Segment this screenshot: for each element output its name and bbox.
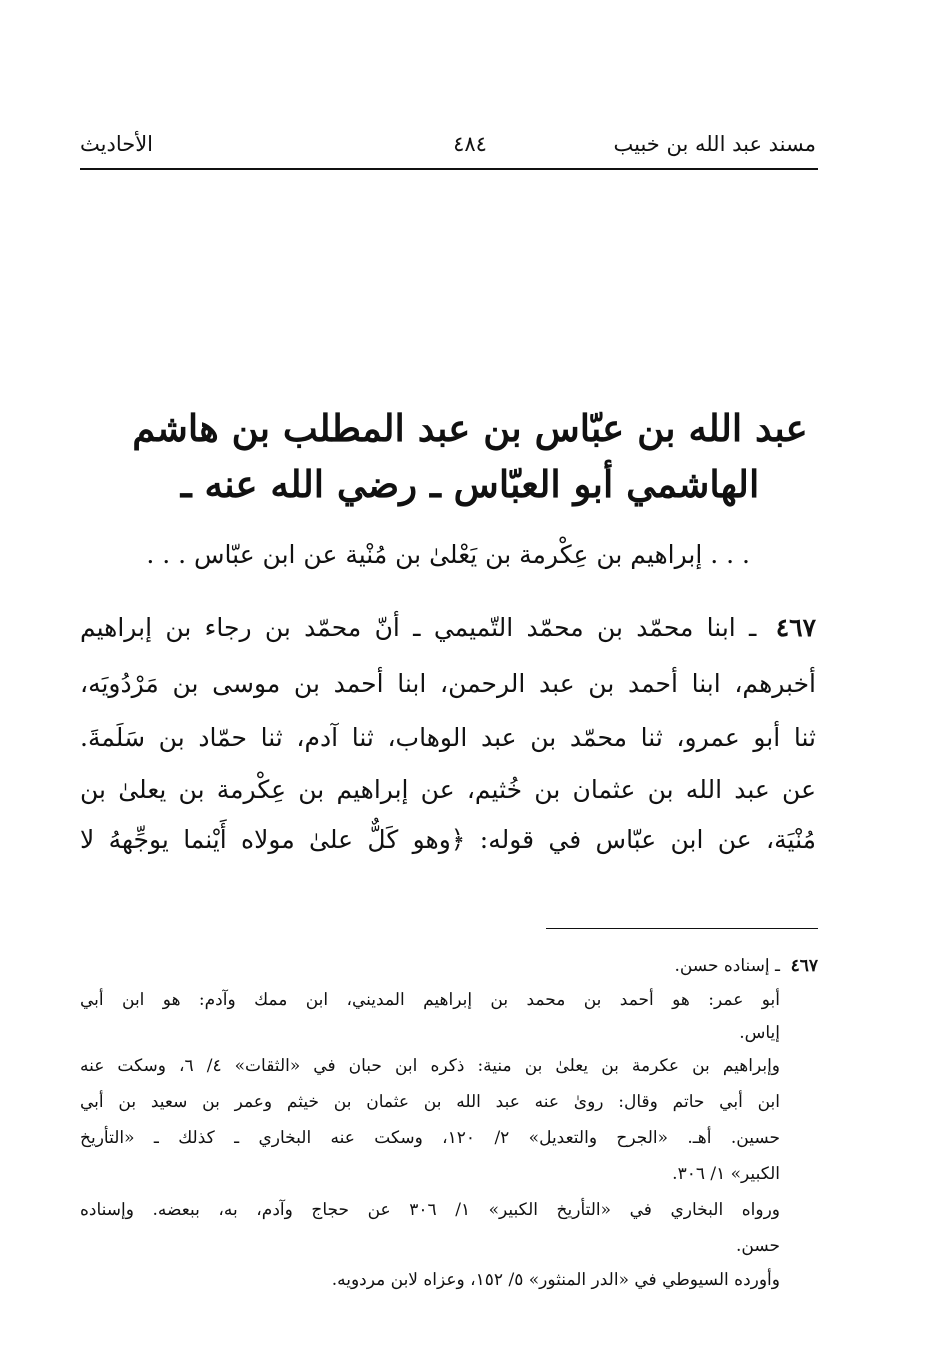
footnote-line: الكبير» ١/ ٣٠٦. (672, 1164, 780, 1184)
page-number: ٤٨٤ (453, 132, 487, 156)
footnote-divider (546, 928, 818, 929)
hadith-number: ٤٦٧ (775, 613, 817, 642)
footnote-line: إياس. (739, 1023, 780, 1043)
footnote-line: وإبراهيم بن عكرمة بن يعلىٰ بن منية: ذكره ابن حبان في «الثقات» ٤/ ٦، وسكت عنه (80, 1056, 780, 1076)
hadith-line-1 (80, 600, 816, 656)
section-title-line-1: عبد الله بن عبّاس بن عبد المطلب بن هاشم (132, 406, 808, 450)
footnote-line: وأورده السيوطي في «الدر المنثور» ٥/ ١٥٢، وعزاه لابن مردويه. (331, 1270, 780, 1290)
hadith-line-2: أخبرهم، ابنا أحمد بن عبد الرحمن، ابنا أحمد بن موسى بن مَرْدُويَه، (80, 669, 816, 698)
hadith-line-1-text: ـ ابنا محمّد بن محمّد التّميمي ـ أنّ محمّد بن رجاء بن إبراهيم (80, 613, 757, 642)
hadith-line-5: مُنْيَة، عن ابن عبّاس في قوله: ﴿وهو كَلٌّ علىٰ مولاه أَيْنما يوجِّههُ لا (80, 825, 816, 854)
footnote-line: ابن أبي حاتم وقال: روىٰ عنه عبد الله بن عثمان بن خيثم وعمر بن سعيد بن أبي (80, 1092, 780, 1112)
section-title-line-2: الهاشمي أبو العبّاس ـ رضي الله عنه ـ (180, 462, 760, 506)
footnote-line: حسن. (735, 1236, 780, 1256)
footnote-number: ٤٦٧ (790, 956, 818, 976)
running-header-section: الأحاديث (80, 132, 154, 156)
hadith-line-3: ثنا أبو عمرو، ثنا محمّد بن عبد الوهاب، ثنا آدم، ثنا حمّاد بن سَلَمةَ. (80, 723, 816, 752)
footnote-line: ـ إسناده حسن. (674, 956, 780, 976)
footnote-line: أبو عمر: هو أحمد بن محمد بن إبراهيم المديني، ابن ممك وآدم: هو ابن أبي (80, 990, 780, 1010)
header-divider (80, 168, 818, 170)
footnote-line: ورواه البخاري في «التأريخ الكبير» ١/ ٣٠٦ عن حجاج وآدم، به، ببعضه. وإسناده (80, 1200, 781, 1220)
running-header-book-title: مسند عبد الله بن خبيب (613, 132, 816, 156)
footnote-line: حسين. أهـ. «الجرح والتعديل» ٢/ ١٢٠، وسكت عنه البخاري ـ كذلك ـ «التأريخ (80, 1128, 780, 1148)
isnad-chain-heading: . . . إبراهيم بن عِكْرمة بن يَعْلىٰ بن مُنْية عن ابن عبّاس . . . (146, 540, 750, 569)
hadith-line-4: عن عبد الله بن عثمان بن خُثيم، عن إبراهيم بن عِكْرمة بن يعلىٰ بن (80, 775, 816, 804)
